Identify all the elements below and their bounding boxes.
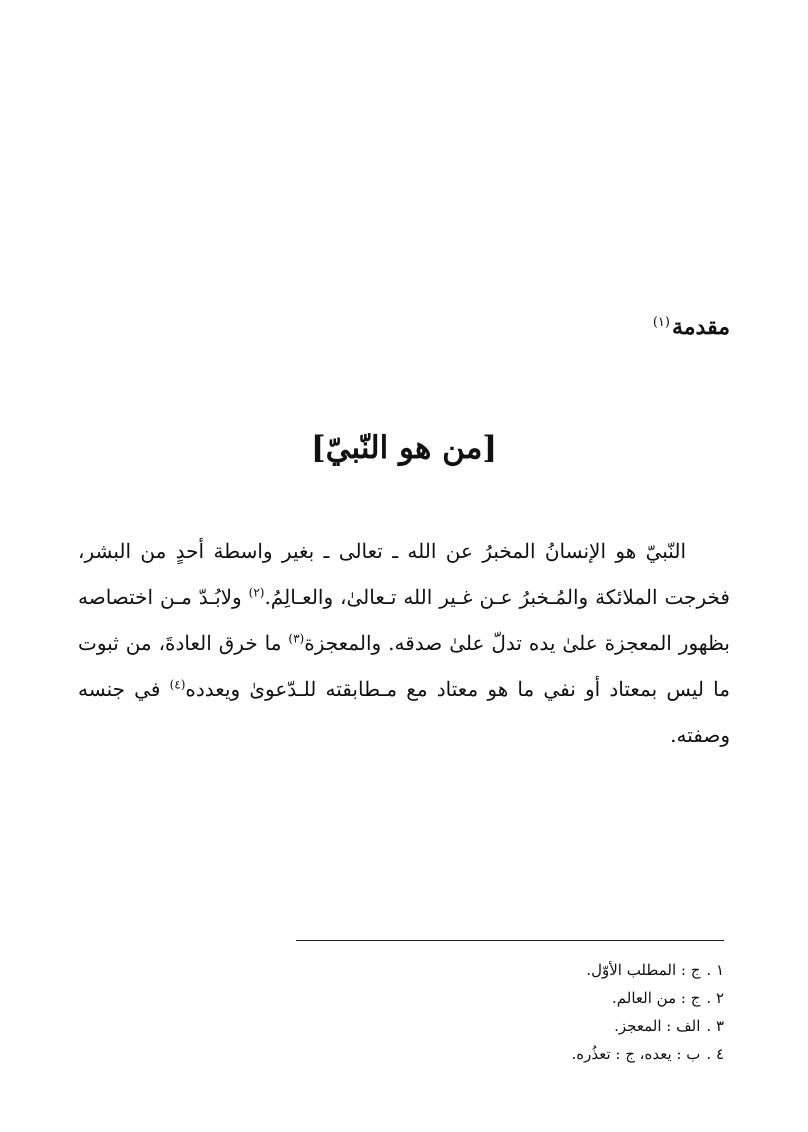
footnote-item [296, 984, 724, 1012]
section-label-text: مقدمة [671, 314, 730, 340]
section-label [653, 314, 730, 340]
footnote-number: ١ . [706, 961, 724, 979]
footnote-number: ٣ . [706, 1017, 724, 1035]
footnote-text: ب : يعده، ج : تعذُره. [571, 1045, 701, 1063]
body-text-part-1: النّبيّ هو الإنسانُ المخبرُ عن الله ـ تعالى ـ بغير واسطة أحدٍ من البشر، فخرجت الملائكة والمُـخبرُ عـن غـير الله تـعالىٰ، والعـالِمُ. [78, 539, 730, 609]
body-paragraph-container [78, 528, 730, 758]
body-text-part-4: في جنسه وصفته. [78, 677, 730, 747]
body-text-part-3: ما خرق العادةَ، من ثبوت ما ليس بمعتاد أو نفي ما هو معتاد مع مـطابقته للـدّعوىٰ ويعدده [78, 631, 730, 701]
footnote-item [296, 1012, 724, 1040]
footnote-text: ج : من العالم. [612, 989, 701, 1007]
footnote-number: ٤ . [706, 1045, 724, 1063]
chapter-title: [من هو النّبيّ] [310, 430, 498, 466]
footnote-text: ج : المطلب الأوّل. [586, 961, 701, 979]
footnote-text: الف : المعجز. [614, 1017, 701, 1035]
footnote-divider [296, 940, 724, 941]
footnote-number: ٢ . [706, 989, 724, 1007]
footnote-ref-4[interactable]: (٤) [169, 677, 186, 692]
footnote-item [296, 1040, 724, 1068]
footnotes-list [296, 956, 724, 1068]
footnote-ref-1[interactable]: (١) [652, 314, 670, 330]
body-text-part-2: ولابُـدّ مـن اختصاصه بظهور المعجزة علىٰ يده تدلّ علىٰ صدقه. والمعجزة [78, 585, 730, 655]
footnote-item [296, 956, 724, 984]
footnote-ref-2[interactable]: (٢) [248, 585, 265, 600]
footnote-ref-3[interactable]: (٣) [288, 631, 305, 646]
body-paragraph [78, 528, 730, 758]
